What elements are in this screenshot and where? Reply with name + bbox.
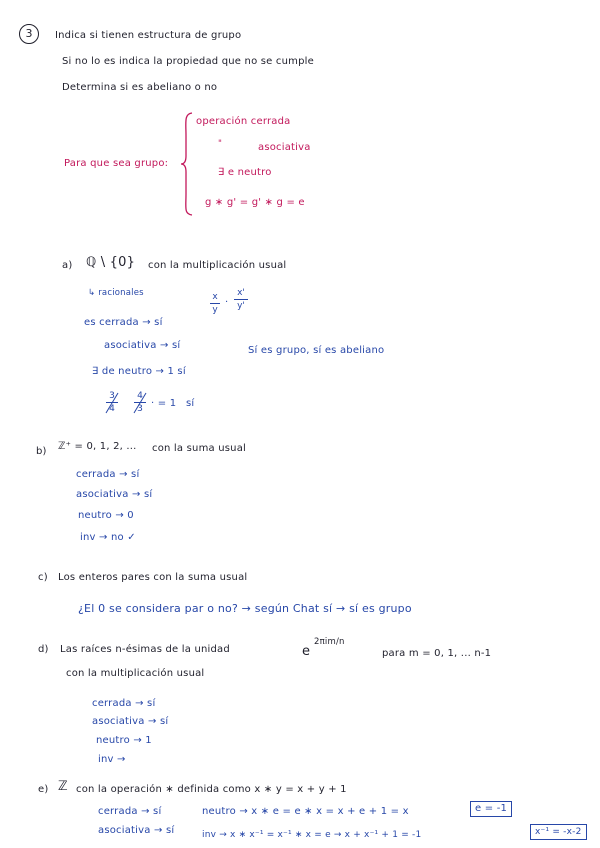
group-def-assoc: asociativa <box>258 142 311 153</box>
group-def-neutral: ∃ e neutro <box>218 167 272 178</box>
part-b-set: ℤ⁺ = 0, 1, 2, ... <box>58 441 137 452</box>
fraction-denominator: y' <box>237 301 245 311</box>
part-d-base: e <box>302 644 311 659</box>
part-d-closed: cerrada → sí <box>92 698 156 709</box>
fraction-numerator: x' <box>237 288 245 298</box>
fraction-numerator: 3 <box>109 391 115 401</box>
part-a-closed: es cerrada → sí <box>84 317 163 328</box>
part-a-statement: con la multiplicación usual <box>148 260 287 271</box>
part-a-set: ℚ \ {0} <box>86 255 136 270</box>
part-d-range: para m = 0, 1, ... n-1 <box>382 648 492 659</box>
part-c-label: c) <box>38 572 48 583</box>
part-a-label: a) <box>62 260 73 271</box>
part-c-statement: Los enteros pares con la suma usual <box>58 572 248 583</box>
fraction-denominator: 3 <box>137 404 143 414</box>
part-e-closed: cerrada → sí <box>98 806 162 817</box>
part-a-neutral: ∃ de neutro → 1 sí <box>92 366 186 377</box>
part-d-statement-2: con la multiplicación usual <box>66 668 205 679</box>
part-b-closed: cerrada → sí <box>76 469 140 480</box>
part-d-statement: Las raíces n-ésimas de la unidad <box>60 644 230 655</box>
part-a-check-result: · = 1 <box>151 398 177 409</box>
part-c-answer: ¿El 0 se considera par o no? → según Chat sí → sí es grupo <box>78 602 412 615</box>
fraction-numerator: x <box>212 292 218 302</box>
part-d-exponent: 2πim/n <box>314 637 345 647</box>
exercise-instruction-2: Determina si es abeliano o no <box>62 82 218 93</box>
part-e-set: ℤ <box>58 779 68 794</box>
fraction-denominator: 4 <box>109 404 115 414</box>
group-def-closed: operación cerrada <box>196 116 291 127</box>
part-b-label: b) <box>36 446 47 457</box>
exercise-number: 3 <box>19 24 39 44</box>
cancel-strike-icon <box>104 391 150 415</box>
part-e-neutral-work: neutro → x ∗ e = e ∗ x = x + e + 1 = x <box>202 806 409 817</box>
exercise-title: Indica si tienen estructura de grupo <box>55 30 242 41</box>
part-d-inv: inv → <box>98 754 126 765</box>
part-d-label: d) <box>38 644 49 655</box>
group-def-inverse: g ∗ g' = g' ∗ g = e <box>205 197 305 208</box>
multiply-dot: · <box>225 297 229 308</box>
part-e-label: e) <box>38 784 49 795</box>
curly-brace-icon <box>180 112 194 216</box>
part-d-assoc: asociativa → sí <box>92 716 169 727</box>
fraction-xp-yp <box>234 288 248 311</box>
part-e-inv-result: x⁻¹ = -x-2 <box>530 824 587 840</box>
fraction-x-y <box>210 292 220 315</box>
part-a-conclusion: Sí es grupo, sí es abeliano <box>248 345 385 356</box>
part-e-assoc: asociativa → sí <box>98 825 175 836</box>
ditto-mark: " <box>218 139 223 149</box>
exercise-instruction-1: Si no lo es indica la propiedad que no se cumple <box>62 56 314 67</box>
part-a-assoc: asociativa → sí <box>104 340 181 351</box>
part-b-inv: inv → no ✓ <box>80 532 136 543</box>
group-def-label: Para que sea grupo: <box>64 158 169 169</box>
part-a-note: ↳ racionales <box>88 288 144 298</box>
fraction-denominator: y <box>212 305 218 315</box>
part-e-neutral-result: e = -1 <box>470 801 512 817</box>
part-e-statement: con la operación ∗ definida como x ∗ y = x + y + 1 <box>76 784 347 795</box>
part-b-assoc: asociativa → sí <box>76 489 153 500</box>
part-e-inv-work: inv → x ∗ x⁻¹ = x⁻¹ ∗ x = e → x + x⁻¹ + 1 = -1 <box>202 830 422 840</box>
fraction-numerator: 4 <box>137 391 143 401</box>
part-b-neutral: neutro → 0 <box>78 510 134 521</box>
part-b-statement: con la suma usual <box>152 443 247 454</box>
part-a-check-yes: sí <box>186 398 195 409</box>
part-d-neutral: neutro → 1 <box>96 735 152 746</box>
